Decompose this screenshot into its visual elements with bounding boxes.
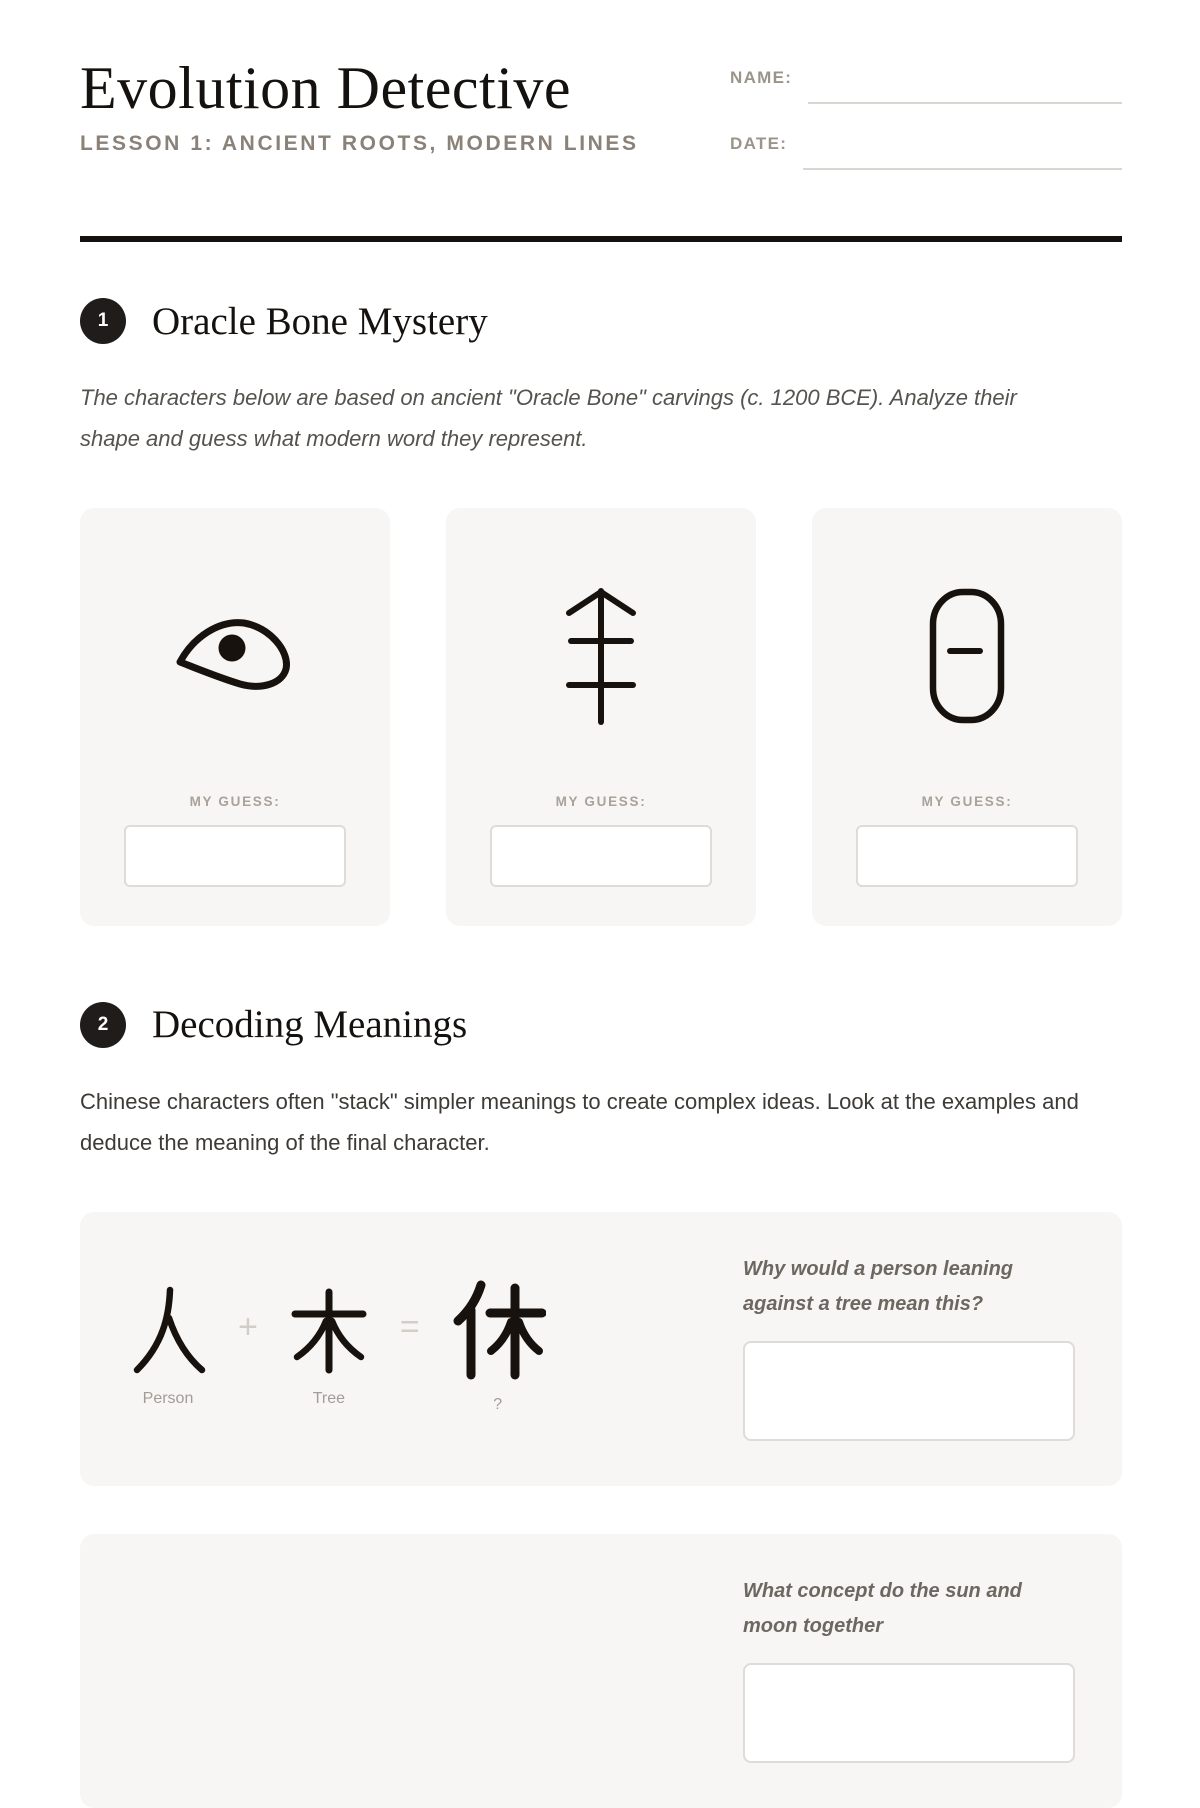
section-decoding-meanings (80, 1002, 1122, 1808)
plus-operator: + (238, 1308, 258, 1347)
section2-heading (80, 1002, 1122, 1048)
oracle-sun-symbol-icon (928, 518, 1006, 794)
section2-title: Decoding Meanings (152, 1003, 468, 1047)
guess-input-tree[interactable] (490, 825, 712, 887)
equation-operand-tree (288, 1286, 370, 1408)
date-field-row (730, 134, 1122, 170)
guess-label: MY GUESS: (921, 793, 1013, 809)
header-divider (80, 236, 1122, 242)
oracle-card-tree (446, 508, 756, 926)
section1-title: Oracle Bone Mystery (152, 299, 488, 343)
puzzle1-question: Why would a person leaning against a tree mean this? (743, 1257, 1014, 1316)
equation-result-rest (450, 1280, 546, 1414)
guess-input-eye[interactable] (124, 825, 346, 887)
oracle-eye-symbol-icon (172, 518, 298, 794)
puzzle1-answer-box[interactable] (743, 1341, 1075, 1441)
header-titles (80, 55, 639, 156)
person-character-icon (128, 1286, 208, 1374)
section2-number-badge: 2 (80, 1002, 126, 1048)
puzzle2-answer-box[interactable] (743, 1663, 1075, 1763)
equals-operator: = (399, 1308, 420, 1347)
oracle-card-sun (812, 508, 1122, 926)
puzzle-card-sun-moon (80, 1534, 1122, 1808)
puzzle2-question: What concept do the sun and moon together (743, 1579, 1022, 1638)
date-label: DATE: (730, 134, 788, 153)
header (80, 55, 1122, 200)
name-label: NAME: (730, 68, 793, 87)
puzzle-card-person-tree (80, 1212, 1122, 1486)
character-equation (128, 1280, 546, 1414)
page-title: Evolution Detective (80, 55, 572, 121)
date-write-line[interactable] (803, 136, 1122, 170)
section-oracle-bone-mystery (80, 298, 1122, 926)
puzzle1-answer-area (743, 1252, 1075, 1446)
equation-operand-person (128, 1286, 208, 1408)
section1-heading (80, 298, 1122, 344)
operand-label: Person (142, 1389, 194, 1407)
name-field-row (730, 68, 1122, 104)
page-subtitle: LESSON 1: ANCIENT ROOTS, MODERN LINES (80, 132, 639, 155)
header-fields (730, 58, 1122, 200)
puzzle2-answer-area (743, 1574, 1075, 1768)
guess-input-sun[interactable] (856, 825, 1078, 887)
section2-instructions: Chinese characters often "stack" simpler meanings to create complex ideas. Look at the examples and deduce the meaning of the final character. (80, 1088, 1079, 1155)
section1-number-badge: 1 (80, 298, 126, 344)
guess-label: MY GUESS: (555, 793, 647, 809)
guess-label: MY GUESS: (189, 793, 281, 809)
name-write-line[interactable] (808, 70, 1122, 104)
rest-character-icon (450, 1280, 546, 1380)
result-label: ? (493, 1395, 503, 1413)
section1-instructions: The characters below are based on ancient "Oracle Bone" carvings (c. 1200 BCE). Analyze their shape and guess what modern word they represent. (80, 385, 1017, 451)
operand-label: Tree (312, 1389, 346, 1407)
tree-character-icon (288, 1286, 370, 1374)
oracle-cards-row (80, 508, 1122, 926)
oracle-tree-symbol-icon (562, 518, 640, 794)
oracle-card-eye (80, 508, 390, 926)
